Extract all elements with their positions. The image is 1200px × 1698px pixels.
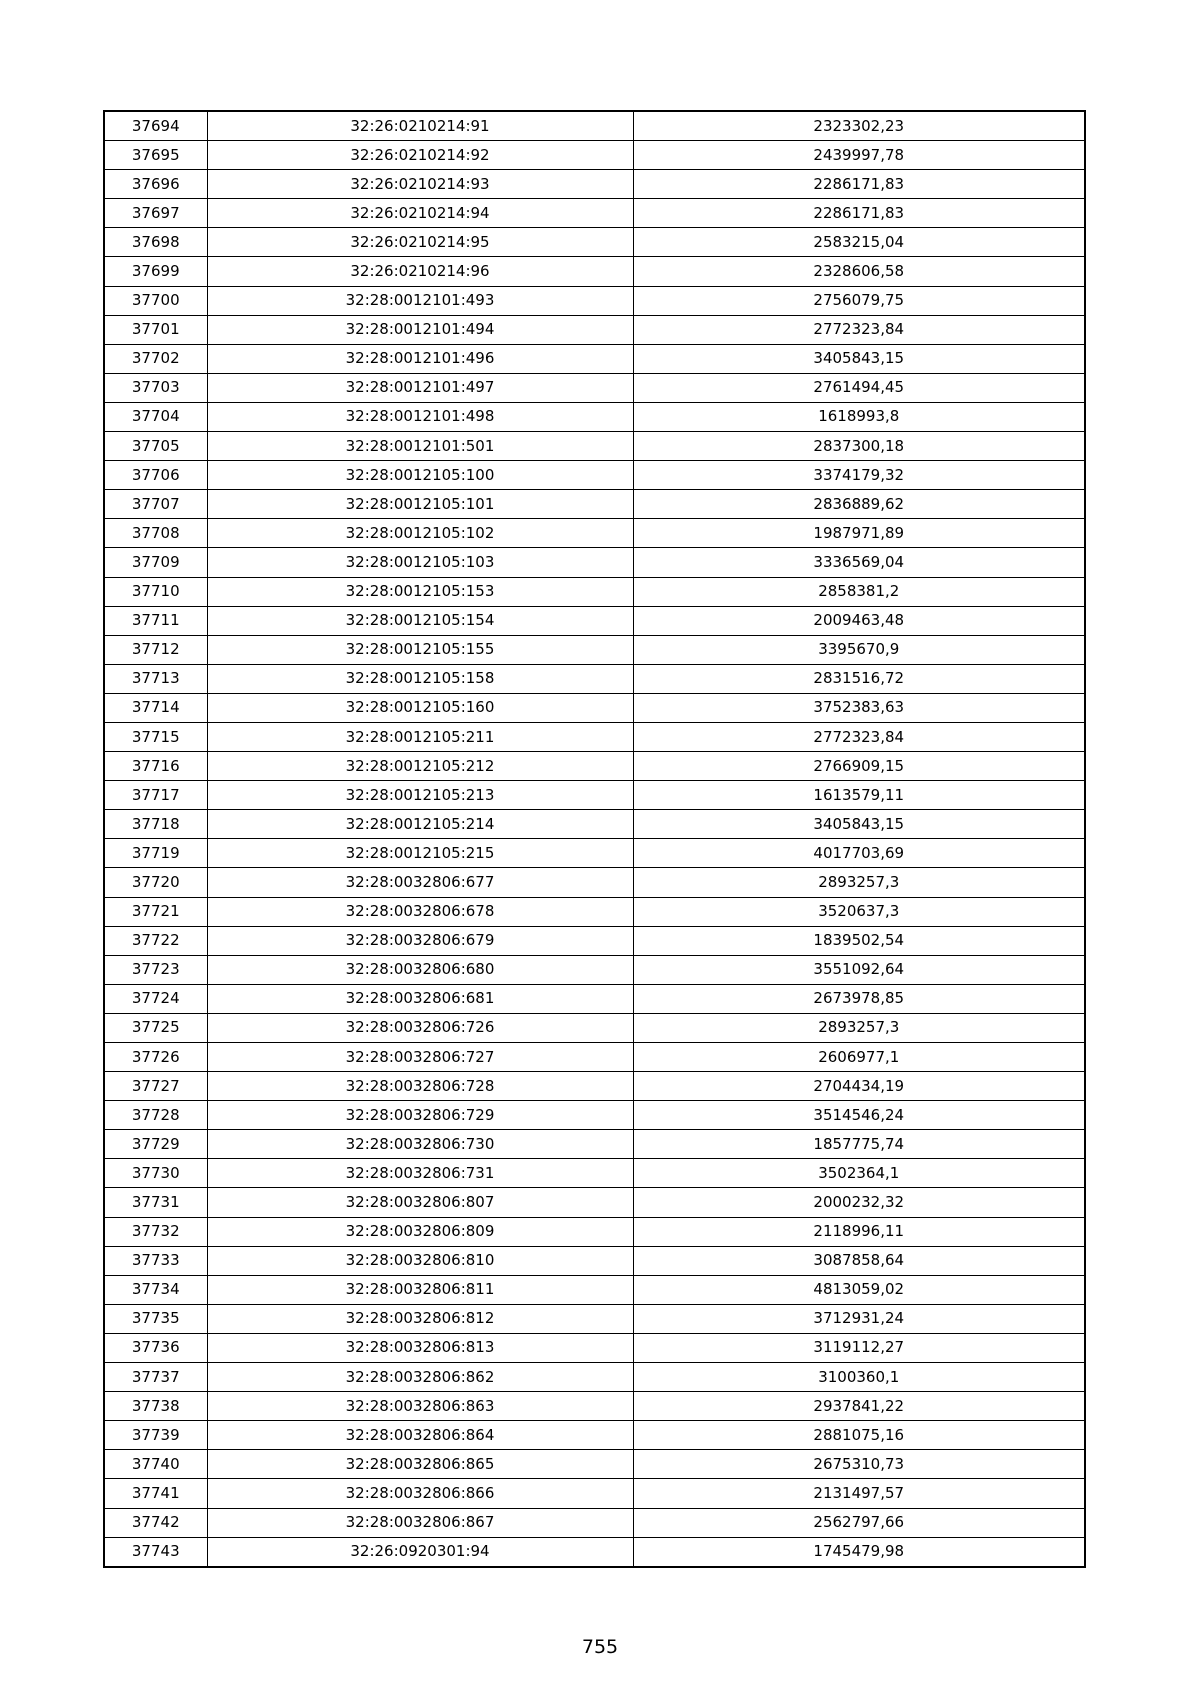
row-index-cell: 37722 [104, 926, 207, 955]
value-cell: 2772323,84 [633, 722, 1085, 751]
cadastral-number-cell: 32:28:0012101:498 [207, 402, 633, 431]
table-row [104, 170, 1085, 199]
value-cell: 1839502,54 [633, 926, 1085, 955]
table-row [104, 1101, 1085, 1130]
row-index-cell: 37737 [104, 1363, 207, 1392]
cadastral-number-cell: 32:28:0012105:153 [207, 577, 633, 606]
value-cell: 3087858,64 [633, 1246, 1085, 1275]
table-row [104, 577, 1085, 606]
table-row [104, 1304, 1085, 1333]
row-index-cell: 37734 [104, 1275, 207, 1304]
table-row [104, 286, 1085, 315]
table-row [104, 461, 1085, 490]
table-row [104, 839, 1085, 868]
row-index-cell: 37724 [104, 984, 207, 1013]
row-index-cell: 37694 [104, 111, 207, 141]
value-cell: 2323302,23 [633, 111, 1085, 141]
cadastral-number-cell: 32:28:0032806:866 [207, 1479, 633, 1508]
cadastral-number-cell: 32:28:0012105:103 [207, 548, 633, 577]
table-row [104, 1130, 1085, 1159]
cadastral-number-cell: 32:28:0012101:501 [207, 432, 633, 461]
value-cell: 3395670,9 [633, 635, 1085, 664]
cadastral-number-cell: 32:28:0012105:102 [207, 519, 633, 548]
table-row [104, 199, 1085, 228]
table-row [104, 402, 1085, 431]
value-cell: 2937841,22 [633, 1392, 1085, 1421]
value-cell: 4017703,69 [633, 839, 1085, 868]
table-row [104, 1421, 1085, 1450]
value-cell: 2000232,32 [633, 1188, 1085, 1217]
cadastral-number-cell: 32:28:0032806:809 [207, 1217, 633, 1246]
row-index-cell: 37719 [104, 839, 207, 868]
table-body [104, 111, 1085, 1567]
value-cell: 3752383,63 [633, 693, 1085, 722]
table-row [104, 868, 1085, 897]
cadastral-number-cell: 32:28:0012105:212 [207, 752, 633, 781]
row-index-cell: 37733 [104, 1246, 207, 1275]
table-row [104, 111, 1085, 141]
value-cell: 2439997,78 [633, 141, 1085, 170]
row-index-cell: 37696 [104, 170, 207, 199]
value-cell: 2583215,04 [633, 228, 1085, 257]
row-index-cell: 37706 [104, 461, 207, 490]
value-cell: 2858381,2 [633, 577, 1085, 606]
table-row [104, 984, 1085, 1013]
row-index-cell: 37702 [104, 344, 207, 373]
cadastral-number-cell: 32:26:0920301:94 [207, 1537, 633, 1567]
cadastral-number-cell: 32:26:0210214:93 [207, 170, 633, 199]
row-index-cell: 37720 [104, 868, 207, 897]
table-row [104, 1450, 1085, 1479]
cadastral-number-cell: 32:28:0032806:807 [207, 1188, 633, 1217]
table-row [104, 548, 1085, 577]
cadastral-number-cell: 32:28:0032806:813 [207, 1333, 633, 1362]
value-cell: 2893257,3 [633, 1013, 1085, 1042]
table-row [104, 722, 1085, 751]
value-cell: 3405843,15 [633, 810, 1085, 839]
table-row [104, 810, 1085, 839]
cadastral-number-cell: 32:28:0032806:729 [207, 1101, 633, 1130]
table-row [104, 781, 1085, 810]
value-cell: 2118996,11 [633, 1217, 1085, 1246]
value-cell: 2836889,62 [633, 490, 1085, 519]
value-cell: 3100360,1 [633, 1363, 1085, 1392]
value-cell: 1618993,8 [633, 402, 1085, 431]
table-row [104, 897, 1085, 926]
value-cell: 2881075,16 [633, 1421, 1085, 1450]
row-index-cell: 37732 [104, 1217, 207, 1246]
row-index-cell: 37723 [104, 955, 207, 984]
cadastral-number-cell: 32:26:0210214:91 [207, 111, 633, 141]
cadastral-number-cell: 32:26:0210214:96 [207, 257, 633, 286]
row-index-cell: 37701 [104, 315, 207, 344]
value-cell: 2756079,75 [633, 286, 1085, 315]
page-number: 755 [581, 1636, 619, 1658]
cadastral-number-cell: 32:28:0032806:864 [207, 1421, 633, 1450]
table-row [104, 490, 1085, 519]
row-index-cell: 37741 [104, 1479, 207, 1508]
row-index-cell: 37740 [104, 1450, 207, 1479]
value-cell: 2837300,18 [633, 432, 1085, 461]
table-row [104, 664, 1085, 693]
value-cell: 1613579,11 [633, 781, 1085, 810]
row-index-cell: 37705 [104, 432, 207, 461]
table-row [104, 344, 1085, 373]
cadastral-number-cell: 32:28:0012105:213 [207, 781, 633, 810]
table-row [104, 1159, 1085, 1188]
table-row [104, 1246, 1085, 1275]
table-row [104, 315, 1085, 344]
cadastral-number-cell: 32:28:0032806:680 [207, 955, 633, 984]
value-cell: 2704434,19 [633, 1072, 1085, 1101]
cadastral-number-cell: 32:28:0032806:726 [207, 1013, 633, 1042]
row-index-cell: 37738 [104, 1392, 207, 1421]
cadastral-number-cell: 32:28:0032806:812 [207, 1304, 633, 1333]
table-row [104, 257, 1085, 286]
value-cell: 1745479,98 [633, 1537, 1085, 1567]
cadastral-number-cell: 32:28:0012105:211 [207, 722, 633, 751]
value-cell: 3514546,24 [633, 1101, 1085, 1130]
value-cell: 4813059,02 [633, 1275, 1085, 1304]
value-cell: 3712931,24 [633, 1304, 1085, 1333]
cadastral-number-cell: 32:26:0210214:95 [207, 228, 633, 257]
row-index-cell: 37743 [104, 1537, 207, 1567]
row-index-cell: 37742 [104, 1508, 207, 1537]
table-row [104, 1508, 1085, 1537]
row-index-cell: 37712 [104, 635, 207, 664]
table-row [104, 1363, 1085, 1392]
row-index-cell: 37729 [104, 1130, 207, 1159]
table-row [104, 1392, 1085, 1421]
table-row [104, 752, 1085, 781]
row-index-cell: 37704 [104, 402, 207, 431]
row-index-cell: 37699 [104, 257, 207, 286]
row-index-cell: 37731 [104, 1188, 207, 1217]
value-cell: 2772323,84 [633, 315, 1085, 344]
table-row [104, 1013, 1085, 1042]
cadastral-number-cell: 32:28:0032806:728 [207, 1072, 633, 1101]
cadastral-number-cell: 32:28:0012105:101 [207, 490, 633, 519]
table-row [104, 926, 1085, 955]
row-index-cell: 37728 [104, 1101, 207, 1130]
table-row [104, 141, 1085, 170]
data-table [103, 110, 1086, 1568]
table-row [104, 955, 1085, 984]
row-index-cell: 37721 [104, 897, 207, 926]
cadastral-number-cell: 32:28:0032806:681 [207, 984, 633, 1013]
row-index-cell: 37713 [104, 664, 207, 693]
value-cell: 3336569,04 [633, 548, 1085, 577]
cadastral-number-cell: 32:26:0210214:94 [207, 199, 633, 228]
table-row [104, 1043, 1085, 1072]
cadastral-number-cell: 32:28:0012101:497 [207, 373, 633, 402]
cadastral-number-cell: 32:28:0012105:215 [207, 839, 633, 868]
row-index-cell: 37726 [104, 1043, 207, 1072]
value-cell: 3551092,64 [633, 955, 1085, 984]
cadastral-number-cell: 32:28:0032806:865 [207, 1450, 633, 1479]
value-cell: 3119112,27 [633, 1333, 1085, 1362]
table-row [104, 1275, 1085, 1304]
table-row [104, 1537, 1085, 1567]
cadastral-number-cell: 32:28:0032806:811 [207, 1275, 633, 1304]
table-row [104, 1333, 1085, 1362]
cadastral-number-cell: 32:28:0032806:727 [207, 1043, 633, 1072]
value-cell: 2766909,15 [633, 752, 1085, 781]
row-index-cell: 37711 [104, 606, 207, 635]
cadastral-number-cell: 32:28:0012105:214 [207, 810, 633, 839]
cadastral-number-cell: 32:28:0032806:810 [207, 1246, 633, 1275]
cadastral-number-cell: 32:28:0032806:679 [207, 926, 633, 955]
value-cell: 2286171,83 [633, 170, 1085, 199]
row-index-cell: 37707 [104, 490, 207, 519]
row-index-cell: 37716 [104, 752, 207, 781]
row-index-cell: 37717 [104, 781, 207, 810]
value-cell: 2761494,45 [633, 373, 1085, 402]
value-cell: 2606977,1 [633, 1043, 1085, 1072]
table-row [104, 1188, 1085, 1217]
cadastral-number-cell: 32:28:0032806:863 [207, 1392, 633, 1421]
table-row [104, 635, 1085, 664]
table-row [104, 1217, 1085, 1246]
row-index-cell: 37727 [104, 1072, 207, 1101]
value-cell: 1857775,74 [633, 1130, 1085, 1159]
value-cell: 3405843,15 [633, 344, 1085, 373]
cadastral-number-cell: 32:28:0032806:677 [207, 868, 633, 897]
value-cell: 3374179,32 [633, 461, 1085, 490]
value-cell: 2673978,85 [633, 984, 1085, 1013]
table-row [104, 693, 1085, 722]
row-index-cell: 37715 [104, 722, 207, 751]
value-cell: 2131497,57 [633, 1479, 1085, 1508]
table-row [104, 228, 1085, 257]
value-cell: 3502364,1 [633, 1159, 1085, 1188]
cadastral-number-cell: 32:28:0012101:493 [207, 286, 633, 315]
row-index-cell: 37703 [104, 373, 207, 402]
cadastral-number-cell: 32:28:0012105:158 [207, 664, 633, 693]
cadastral-number-cell: 32:28:0012105:155 [207, 635, 633, 664]
row-index-cell: 37725 [104, 1013, 207, 1042]
value-cell: 2831516,72 [633, 664, 1085, 693]
row-index-cell: 37730 [104, 1159, 207, 1188]
cadastral-number-cell: 32:28:0012105:154 [207, 606, 633, 635]
cadastral-number-cell: 32:28:0032806:862 [207, 1363, 633, 1392]
row-index-cell: 37710 [104, 577, 207, 606]
value-cell: 2562797,66 [633, 1508, 1085, 1537]
cadastral-number-cell: 32:28:0012105:100 [207, 461, 633, 490]
cadastral-number-cell: 32:26:0210214:92 [207, 141, 633, 170]
cadastral-number-cell: 32:28:0012105:160 [207, 693, 633, 722]
row-index-cell: 37708 [104, 519, 207, 548]
value-cell: 3520637,3 [633, 897, 1085, 926]
value-cell: 2328606,58 [633, 257, 1085, 286]
cadastral-number-cell: 32:28:0032806:678 [207, 897, 633, 926]
row-index-cell: 37697 [104, 199, 207, 228]
value-cell: 2009463,48 [633, 606, 1085, 635]
value-cell: 2286171,83 [633, 199, 1085, 228]
row-index-cell: 37718 [104, 810, 207, 839]
value-cell: 1987971,89 [633, 519, 1085, 548]
cadastral-number-cell: 32:28:0012101:494 [207, 315, 633, 344]
table-row [104, 1479, 1085, 1508]
table-row [104, 606, 1085, 635]
table-row [104, 373, 1085, 402]
value-cell: 2893257,3 [633, 868, 1085, 897]
row-index-cell: 37714 [104, 693, 207, 722]
row-index-cell: 37695 [104, 141, 207, 170]
cadastral-number-cell: 32:28:0012101:496 [207, 344, 633, 373]
row-index-cell: 37736 [104, 1333, 207, 1362]
table-row [104, 519, 1085, 548]
row-index-cell: 37735 [104, 1304, 207, 1333]
value-cell: 2675310,73 [633, 1450, 1085, 1479]
cadastral-number-cell: 32:28:0032806:731 [207, 1159, 633, 1188]
cadastral-number-cell: 32:28:0032806:730 [207, 1130, 633, 1159]
cadastral-number-cell: 32:28:0032806:867 [207, 1508, 633, 1537]
row-index-cell: 37698 [104, 228, 207, 257]
table-row [104, 1072, 1085, 1101]
table-row [104, 432, 1085, 461]
row-index-cell: 37739 [104, 1421, 207, 1450]
row-index-cell: 37709 [104, 548, 207, 577]
row-index-cell: 37700 [104, 286, 207, 315]
